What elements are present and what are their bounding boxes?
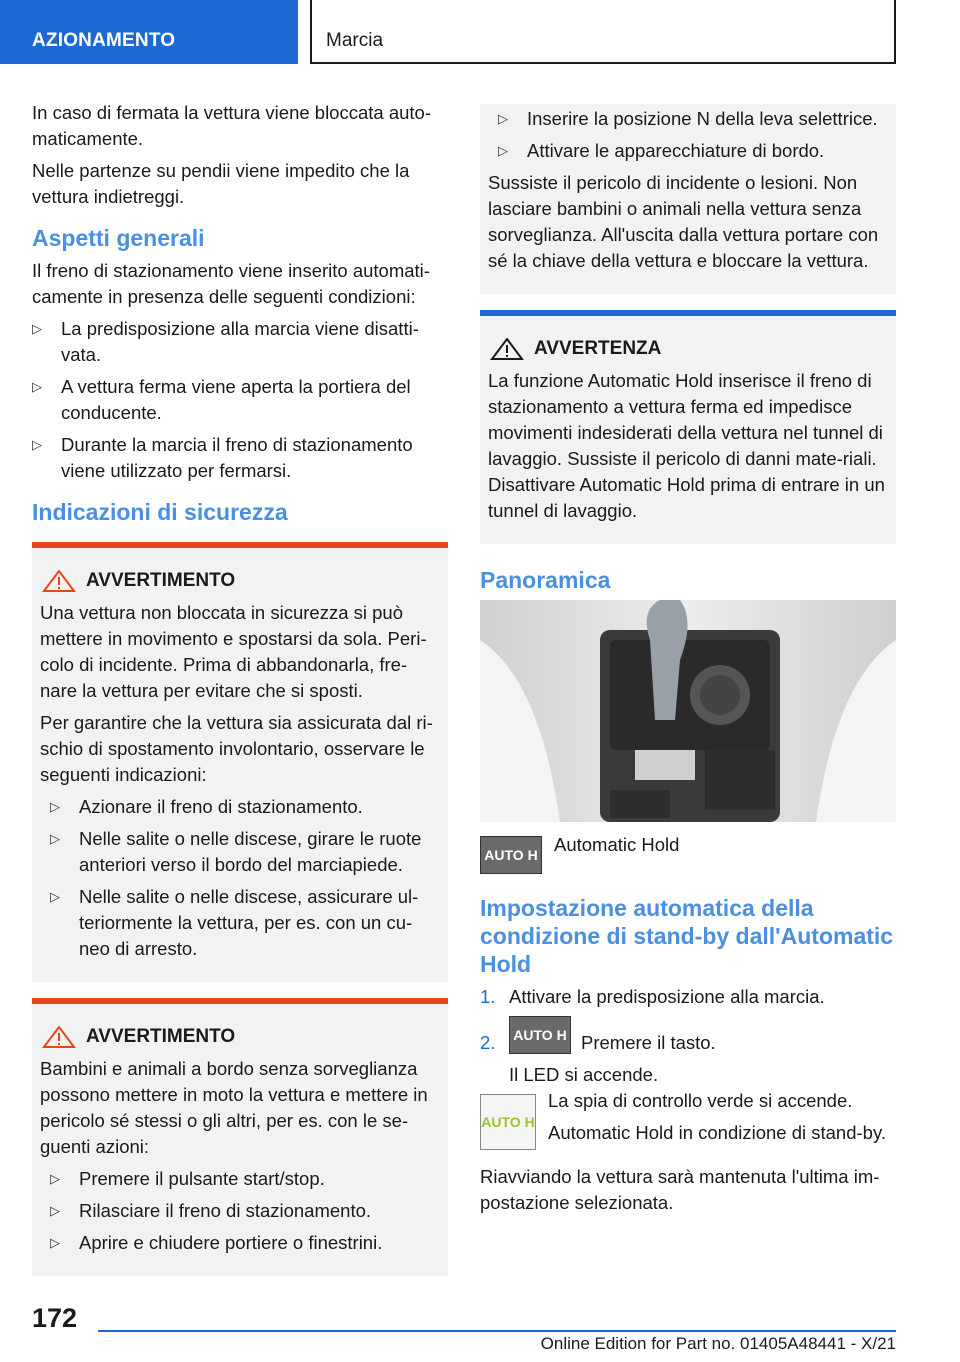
heading-panoramica: Panoramica: [480, 567, 611, 593]
console-image: [480, 600, 896, 822]
green-indicator-icon: AUTO H: [480, 1094, 536, 1150]
triangle-bullet-icon: ▷: [50, 1203, 60, 1218]
triangle-bullet-icon: ▷: [498, 143, 508, 158]
list-item: 1. Attivare la predisposizione alla marcia.: [480, 986, 825, 1007]
header-section-tab: [0, 0, 298, 64]
triangle-bullet-icon: ▷: [498, 111, 508, 126]
triangle-bullet-icon: ▷: [50, 831, 60, 846]
right-column: [480, 100, 896, 1222]
warning-box-2: [32, 998, 448, 1276]
triangle-bullet-icon: ▷: [32, 379, 42, 394]
triangle-bullet-icon: ▷: [50, 1235, 60, 1250]
list-item: ▷ Aprire e chiudere portiere o finestrini.: [50, 1230, 440, 1256]
warning-title: AVVERTIMENTO: [40, 568, 440, 594]
list-item: ▷ Rilasciare il freno di stazionamento.: [50, 1198, 440, 1224]
intro-paragraph-2: Nelle partenze su pendii viene impedito che la vettura indietreggi.: [32, 160, 410, 207]
intro-paragraph-1: In caso di fermata la vettura viene bloccata auto-maticamente.: [32, 102, 431, 149]
list-item: ▷ A vettura ferma viene aperta la portiera del conducente.: [32, 376, 411, 423]
triangle-bullet-icon: ▷: [32, 437, 42, 452]
list-item: ▷ Attivare le apparecchiature di bordo.: [498, 138, 888, 164]
footer-edition: Online Edition for Part no. 01405A48441 - X/21: [540, 1334, 896, 1353]
auto-hold-caption: Automatic Hold: [554, 834, 680, 855]
warning-title: AVVERTIMENTO: [40, 1024, 440, 1050]
auto-hold-legend: [480, 836, 896, 874]
auto-hold-button-icon: AUTO H: [509, 1016, 571, 1054]
center-console-photo: [480, 600, 896, 822]
aspetti-text: Il freno di stazionamento viene inserito automati-camente in presenza delle seguenti condizioni:: [32, 260, 430, 307]
warning-list: [50, 1166, 440, 1256]
left-column: [32, 100, 448, 1292]
warning-triangle-icon: [40, 1026, 78, 1048]
notice-box: [480, 310, 896, 544]
indicator-text: La spia di controllo verde si accende. Automatic Hold in condizione di stand-by.: [548, 1090, 886, 1143]
continuation-list: [498, 106, 888, 164]
warning-text: Bambini e animali a bordo senza sorveglianza possono mettere in moto la vettura e mettere in pericolo sé stessi o gli altri, per es. con le se-guenti azioni:: [40, 1058, 428, 1157]
aspetti-list: [32, 316, 448, 484]
warning-box-1: [32, 542, 448, 982]
final-text: Riavviando la vettura sarà mantenuta l'ultima im-postazione selezionata.: [480, 1166, 880, 1213]
indicator-legend: [480, 1090, 896, 1152]
header-chapter-tab: [310, 0, 896, 64]
triangle-bullet-icon: ▷: [50, 1171, 60, 1186]
triangle-bullet-icon: ▷: [32, 321, 42, 336]
warning-text: Sussiste il pericolo di incidente o lesioni. Non lasciare bambini o animali nella vettura senza sorveglianza. All'uscita dalla vettura portare con sé la chiave della vettura e bloccare la vettura.: [488, 172, 879, 271]
heading-sicurezza: Indicazioni di sicurezza: [32, 499, 288, 525]
list-item: ▷ La predisposizione alla marcia viene disatti-vata.: [32, 318, 419, 365]
list-item: ▷ Inserire la posizione N della leva selettrice.: [498, 106, 888, 132]
list-item: ▷ Premere il pulsante start/stop.: [50, 1166, 440, 1192]
notice-text: La funzione Automatic Hold inserisce il freno di stazionamento a vettura ferma ed impedisce movimenti indesiderati della vettura nel tunnel di lavaggio. Sussiste il pericolo di danni mate-riali. Disattivare Automatic Hold prima di entrare in un tunnel di lavaggio.: [488, 370, 885, 521]
warning-triangle-icon: [488, 338, 526, 360]
steps-list: [480, 984, 896, 1056]
list-item: ▷ Nelle salite o nelle discese, girare le ruote anteriori verso il bordo del marciapiede.: [50, 828, 422, 875]
heading-aspetti-generali: Aspetti generali: [32, 225, 205, 251]
list-item: ▷ Azionare il freno di stazionamento.: [50, 794, 440, 820]
list-item: ▷ Durante la marcia il freno di stazionamento viene utilizzato per fermarsi.: [32, 434, 413, 481]
heading-impostazione: Impostazione automatica della condizione di stand-by dall'Automatic Hold: [480, 895, 894, 977]
warning-list: [50, 794, 440, 962]
page-number: 172: [32, 1303, 78, 1333]
list-item: ▷ Nelle salite o nelle discese, assicurare ul-teriormente la vettura, per es. con un cu-neo di arresto.: [50, 886, 419, 959]
list-item: 2. AUTO H Premere il tasto.: [480, 1016, 896, 1056]
auto-hold-button-icon: AUTO H: [480, 836, 542, 874]
footer-rule: [98, 1330, 896, 1332]
warning-triangle-icon: [40, 570, 78, 592]
warning-continuation-box: [480, 104, 896, 294]
triangle-bullet-icon: ▷: [50, 889, 60, 904]
warning-text: Per garantire che la vettura sia assicurata dal ri-schio di spostamento involontario, osservare le seguenti indicazioni:: [40, 712, 433, 785]
triangle-bullet-icon: ▷: [50, 799, 60, 814]
warning-text: Una vettura non bloccata in sicurezza si può mettere in movimento e spostarsi da sola. Peri-colo di incidente. Prima di abbandonarla, fre-nare la vettura per evitare che si sposti.: [40, 602, 427, 701]
chapter-title: Marcia: [326, 30, 384, 51]
section-title: AZIONAMENTO: [32, 30, 176, 51]
notice-title: AVVERTENZA: [488, 336, 888, 362]
led-text: Il LED si accende.: [509, 1064, 659, 1085]
